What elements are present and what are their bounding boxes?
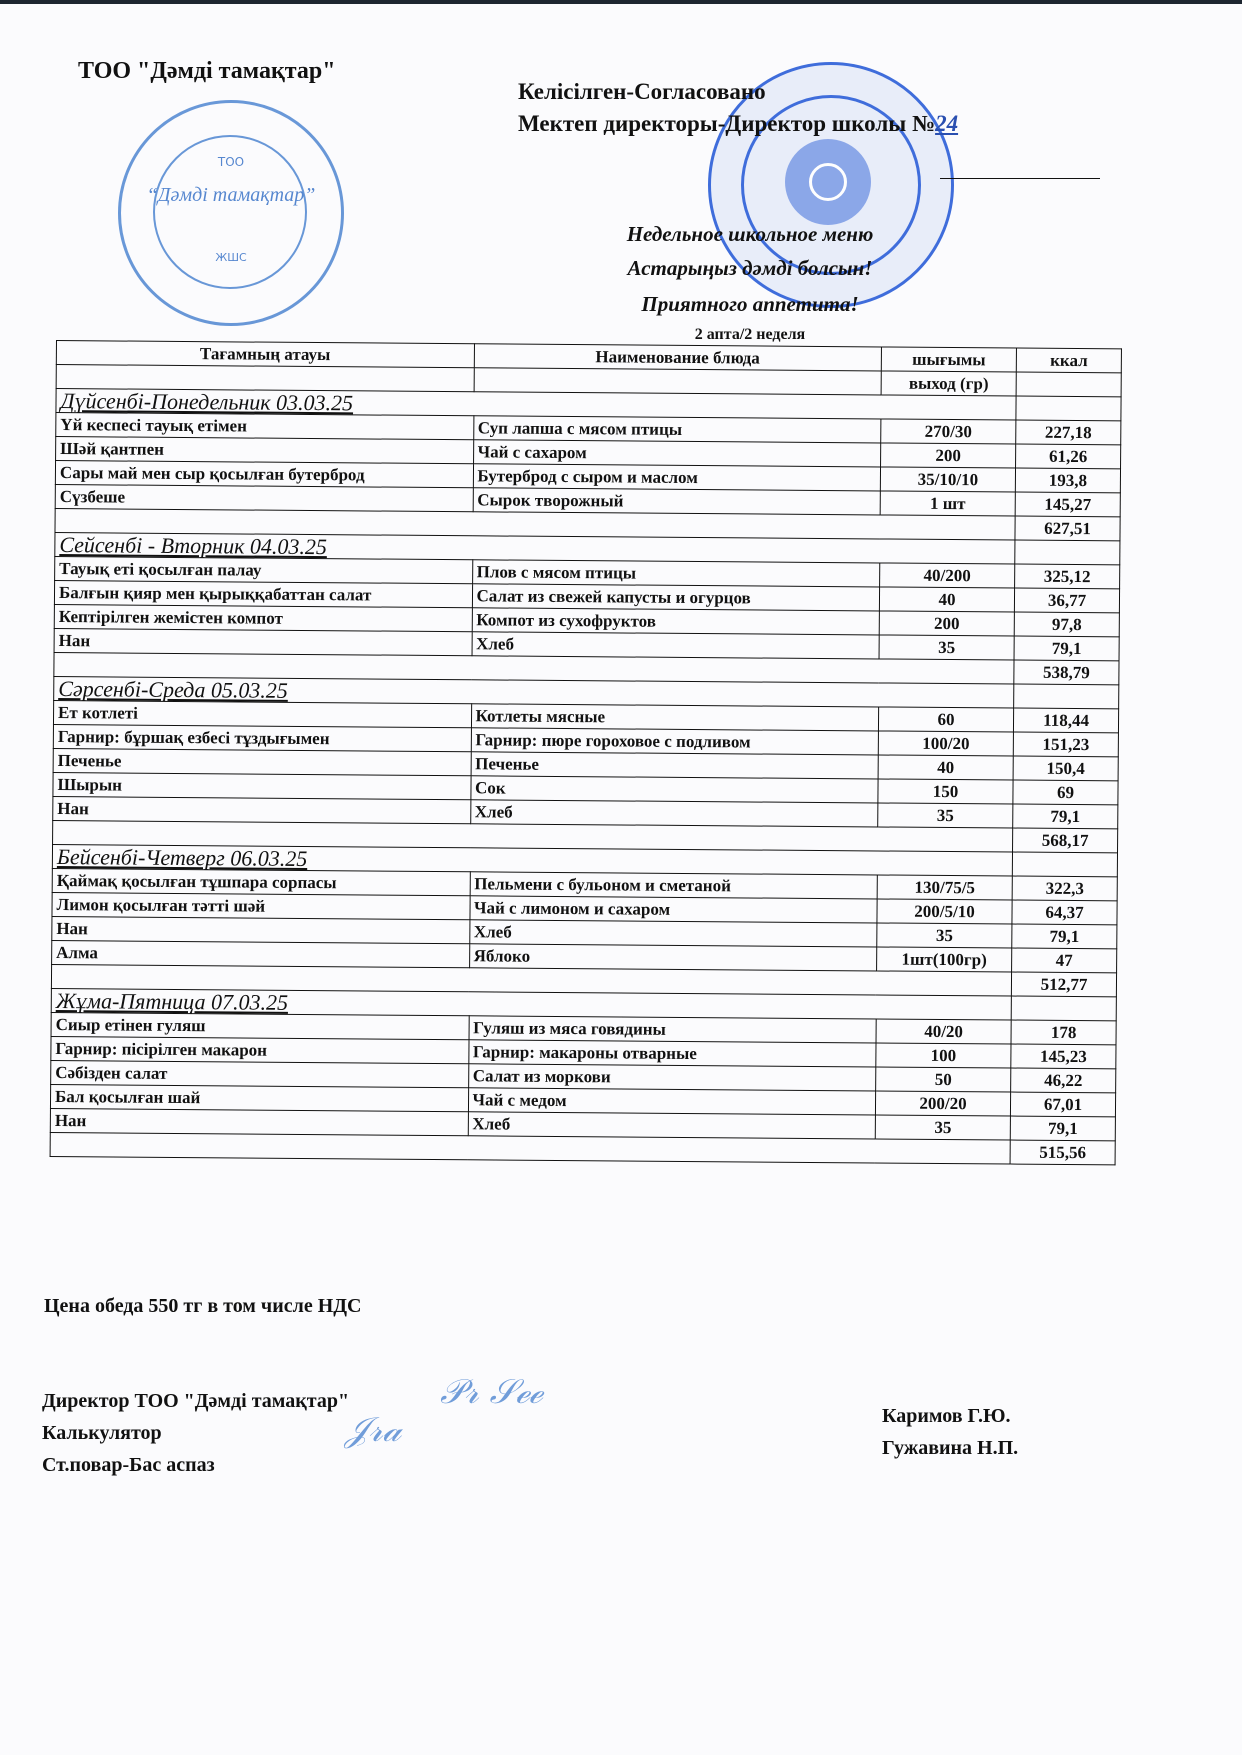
approved-label: Келісілген-Согласовано xyxy=(518,79,766,104)
dish-kcal: 61,26 xyxy=(1016,444,1121,469)
dish-name-ru: Суп лапша с мясом птицы xyxy=(473,416,881,443)
dish-name-kz: Шырын xyxy=(53,772,471,799)
dish-name-ru: Гуляш из мяса говядины xyxy=(469,1016,877,1043)
dish-name-ru: Хлеб xyxy=(469,920,877,947)
dish-name-kz: Үй кеспесі тауық етімен xyxy=(56,413,474,440)
dish-output: 150 xyxy=(878,779,1013,804)
dish-output: 100/20 xyxy=(878,731,1013,756)
dish-name-kz: Печенье xyxy=(53,748,471,775)
dish-kcal: 325,12 xyxy=(1015,564,1120,589)
director-label: Мектеп директоры-Директор школы № xyxy=(518,111,936,136)
day-total-kcal: 512,77 xyxy=(1011,972,1116,997)
dish-kcal: 322,3 xyxy=(1012,876,1117,901)
dish-name-ru: Чай с медом xyxy=(468,1088,876,1115)
dish-kcal: 64,37 xyxy=(1012,900,1117,925)
dish-name-ru: Чай с сахаром xyxy=(473,440,881,467)
dish-kcal: 46,22 xyxy=(1011,1068,1116,1093)
dish-kcal: 151,23 xyxy=(1013,732,1118,757)
dish-output: 270/30 xyxy=(881,419,1016,444)
dish-output: 35 xyxy=(877,923,1012,948)
header-empty xyxy=(474,368,882,395)
dish-name-kz: Сүзбеше xyxy=(55,484,473,511)
day-kcal-empty xyxy=(1014,684,1119,709)
dish-kcal: 79,1 xyxy=(1014,636,1119,661)
footer-names xyxy=(882,1400,1018,1464)
dish-name-ru: Сок xyxy=(470,776,878,803)
dish-kcal: 79,1 xyxy=(1012,924,1117,949)
dish-name-kz: Қаймақ қосылған тұшпара сорпасы xyxy=(52,868,470,895)
dish-name-kz: Тауық еті қосылған палау xyxy=(55,556,473,583)
day-title-text: Жұма-Пятница 07.03.25 xyxy=(55,987,289,1015)
dish-name-kz: Нан xyxy=(54,628,472,655)
dish-output: 35 xyxy=(875,1115,1010,1140)
signature-scribble: 𝒫𝓇 𝒮ℯℯ xyxy=(440,1372,543,1412)
footer-roles xyxy=(42,1385,349,1481)
dish-output: 40/20 xyxy=(876,1019,1011,1044)
dish-name-ru: Печенье xyxy=(471,752,879,779)
dish-name-kz: Кептірілген жемістен компот xyxy=(54,604,472,631)
header-kz: Тағамның атауы xyxy=(56,341,474,368)
dish-name-ru: Пельмени с бульоном и сметаной xyxy=(470,872,878,899)
dish-kcal: 79,1 xyxy=(1010,1116,1115,1141)
dish-kcal: 145,27 xyxy=(1015,492,1120,517)
dish-name-ru: Хлеб xyxy=(468,1112,876,1139)
chef-role: Ст.повар-Бас аспаз xyxy=(42,1454,215,1476)
dish-name-ru: Плов с мясом птицы xyxy=(472,560,880,587)
dish-output: 40 xyxy=(879,587,1014,612)
dish-output: 50 xyxy=(876,1067,1011,1092)
company-stamp xyxy=(118,100,344,326)
header-ru: Наименование блюда xyxy=(474,344,882,371)
price-note: Цена обеда 550 тг в том числе НДС xyxy=(44,1295,362,1317)
header-empty xyxy=(1016,372,1121,397)
dish-name-ru: Бутерброд с сыром и маслом xyxy=(473,464,881,491)
scan-top-edge xyxy=(0,0,1242,4)
dish-name-kz: Сиыр етінен гуляш xyxy=(51,1012,469,1039)
day-title-text: Бейсенбі-Четверг 06.03.25 xyxy=(56,843,308,871)
dish-name-kz: Нан xyxy=(53,796,471,823)
calculator-role: Калькулятор xyxy=(42,1422,162,1444)
dish-kcal: 97,8 xyxy=(1014,612,1119,637)
dish-name-ru: Компот из сухофруктов xyxy=(472,608,880,635)
dish-name-kz: Нан xyxy=(50,1108,468,1135)
dish-output: 100 xyxy=(876,1043,1011,1068)
dish-output: 200 xyxy=(880,443,1015,468)
day-kcal-empty xyxy=(1016,396,1121,421)
day-title-text: Дүйсенбі-Понедельник 03.03.25 xyxy=(60,387,354,415)
menu-title: Недельное школьное меню xyxy=(626,222,874,246)
day-total-kcal: 515,56 xyxy=(1010,1140,1115,1165)
dish-output: 40/200 xyxy=(880,563,1015,588)
dish-name-ru: Сырок творожный xyxy=(473,488,881,515)
dish-name-kz: Алма xyxy=(52,940,470,967)
dish-output: 35 xyxy=(879,635,1014,660)
dish-name-ru: Салат из свежей капусты и огурцов xyxy=(472,584,880,611)
menu-greeting-ru: Приятного аппетита! xyxy=(641,292,859,316)
dish-name-kz: Сәбізден салат xyxy=(51,1060,469,1087)
director-role: Директор ТОО "Дәмді тамақтар" xyxy=(42,1390,350,1412)
dish-kcal: 79,1 xyxy=(1013,804,1118,829)
dish-kcal: 67,01 xyxy=(1011,1092,1116,1117)
day-kcal-empty xyxy=(1012,852,1117,877)
day-total-kcal: 627,51 xyxy=(1015,516,1120,541)
week-label: 2 апта/2 неделя xyxy=(694,326,806,343)
name-director: Каримов Г.Ю. xyxy=(882,1405,1011,1427)
director-line xyxy=(518,108,958,140)
dish-name-ru: Яблоко xyxy=(469,944,877,971)
dish-name-ru: Котлеты мясные xyxy=(471,704,879,731)
dish-name-kz: Лимон қосылған тәтті шәй xyxy=(52,892,470,919)
signature-scribble: 𝒥𝓇𝒶 xyxy=(345,1410,402,1450)
dish-kcal: 178 xyxy=(1011,1020,1116,1045)
dish-output: 60 xyxy=(878,707,1013,732)
state-emblem-icon xyxy=(785,139,871,225)
approval-block xyxy=(518,76,958,140)
day-kcal-empty xyxy=(1015,540,1120,565)
dish-name-ru: Хлеб xyxy=(472,632,880,659)
name-calculator: Гужавина Н.П. xyxy=(882,1437,1019,1459)
dish-kcal: 36,77 xyxy=(1014,588,1119,613)
dish-output: 200/20 xyxy=(875,1091,1010,1116)
dish-name-kz: Нан xyxy=(52,916,470,943)
dish-output: 40 xyxy=(878,755,1013,780)
dish-output: 35/10/10 xyxy=(880,467,1015,492)
day-total-kcal: 568,17 xyxy=(1013,828,1118,853)
day-title-text: Сәрсенбі-Среда 05.03.25 xyxy=(58,675,288,703)
stamp-name-text: “Дәмді тамақтар” xyxy=(146,184,316,206)
school-number: 24 xyxy=(935,111,959,136)
header-output-kz: шығымы xyxy=(881,347,1016,372)
dish-name-kz: Бал қосылған шай xyxy=(50,1084,468,1111)
dish-name-ru: Чай с лимоном и сахаром xyxy=(469,896,877,923)
stamp-bottom-text: ЖШС xyxy=(215,251,247,264)
stamp-top-text: ТОО xyxy=(217,155,245,169)
dish-name-kz: Шәй қантпен xyxy=(56,437,474,464)
dish-name-ru: Салат из моркови xyxy=(468,1064,876,1091)
dish-kcal: 227,18 xyxy=(1016,420,1121,445)
dish-name-kz: Балғын қияр мен қырыққабаттан салат xyxy=(54,580,472,607)
dish-name-ru: Гарнир: макароны отварные xyxy=(468,1040,876,1067)
company-name: ТОО "Дәмді тамақтар" xyxy=(78,58,336,84)
day-total-kcal: 538,79 xyxy=(1014,660,1119,685)
dish-output: 200 xyxy=(879,611,1014,636)
dish-name-ru: Гарнир: пюре гороховое с подливом xyxy=(471,728,879,755)
dish-kcal: 69 xyxy=(1013,780,1118,805)
dish-output: 130/75/5 xyxy=(877,875,1012,900)
dish-name-kz: Сары май мен сыр қосылған бутерброд xyxy=(55,461,473,488)
dish-kcal: 47 xyxy=(1012,948,1117,973)
dish-name-kz: Гарнир: пісірілген макарон xyxy=(51,1036,469,1063)
dish-output: 1шт(100гр) xyxy=(877,947,1012,972)
dish-output: 200/5/10 xyxy=(877,899,1012,924)
dish-output: 35 xyxy=(878,803,1013,828)
dish-name-ru: Хлеб xyxy=(470,800,878,827)
day-title-text: Сейсенбі - Вторник 04.03.25 xyxy=(59,531,328,559)
signature-line xyxy=(940,178,1100,179)
dish-kcal: 193,8 xyxy=(1015,468,1120,493)
dish-output: 1 шт xyxy=(880,491,1015,516)
header-kcal: ккал xyxy=(1016,348,1121,373)
dish-name-kz: Ет котлеті xyxy=(53,700,471,727)
dish-kcal: 118,44 xyxy=(1014,708,1119,733)
dish-kcal: 145,23 xyxy=(1011,1044,1116,1069)
dish-kcal: 150,4 xyxy=(1013,756,1118,781)
menu-greeting-kz: Астарыңыз дәмді болсын! xyxy=(627,256,873,280)
day-kcal-empty xyxy=(1011,996,1116,1021)
header-output-ru: выход (гр) xyxy=(881,371,1016,396)
menu-table xyxy=(50,340,1122,1165)
dish-name-kz: Гарнир: бұршақ езбесі тұздығымен xyxy=(53,724,471,751)
